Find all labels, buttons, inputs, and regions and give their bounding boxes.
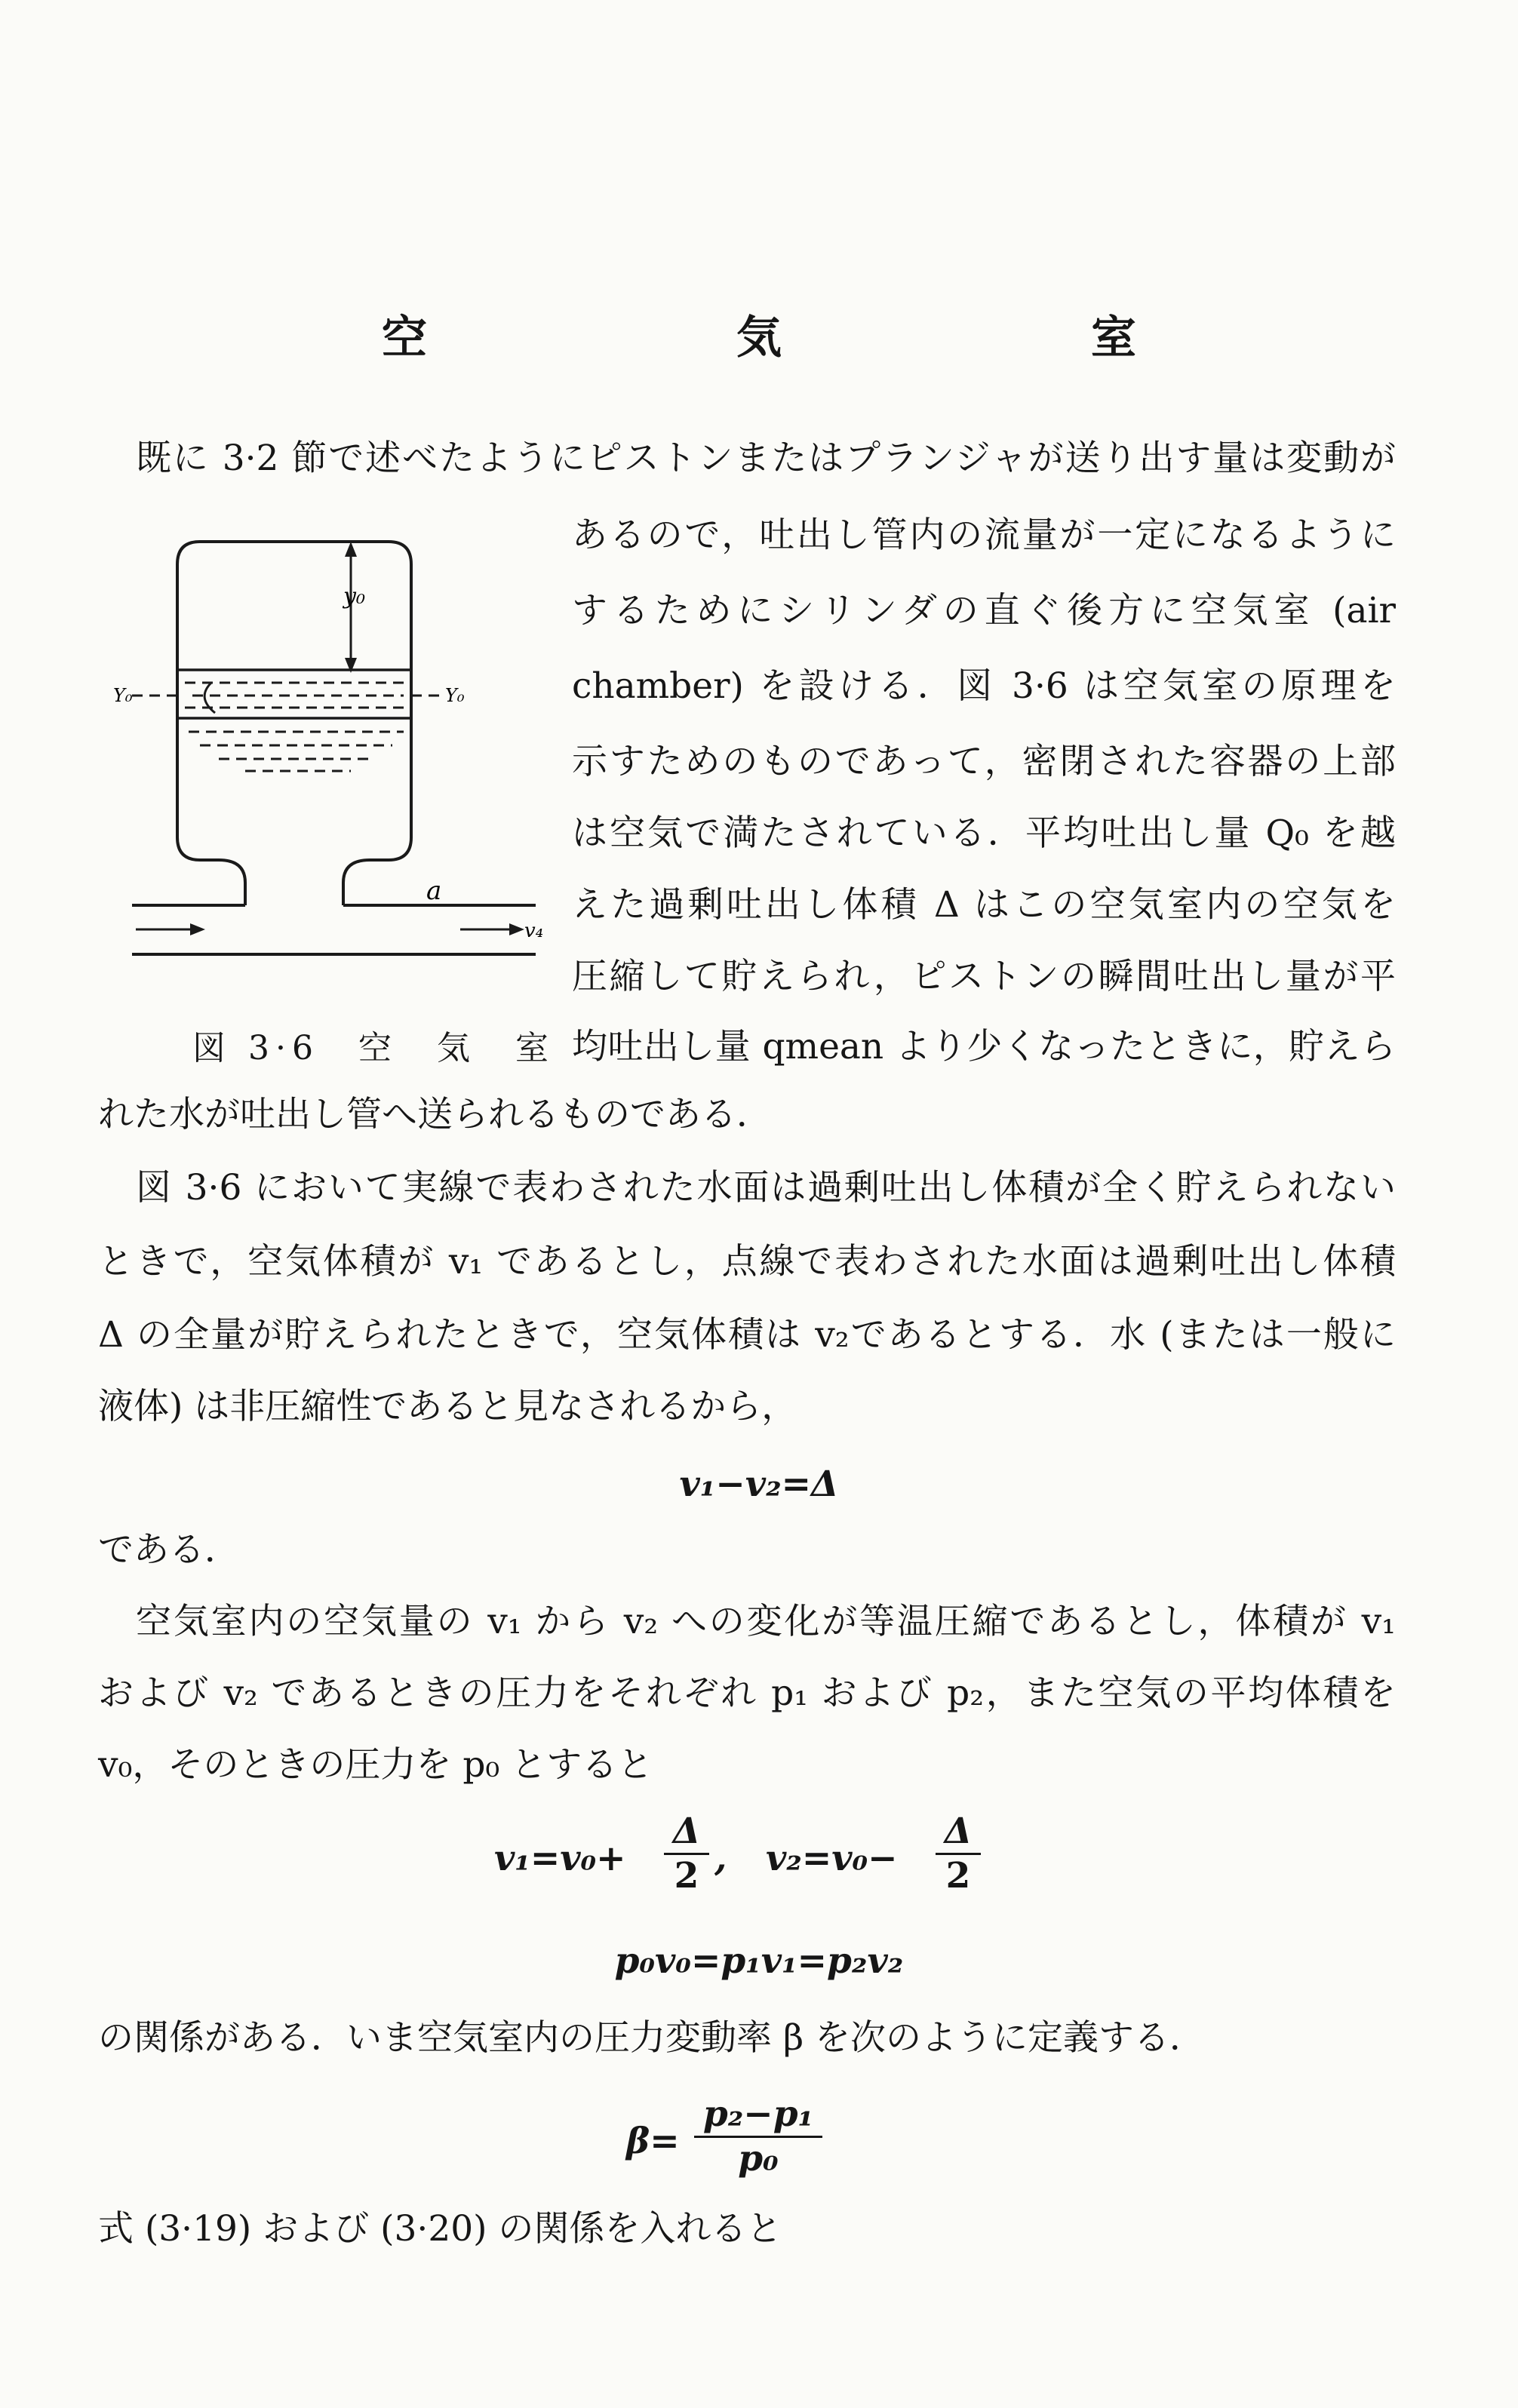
paragraph-2-line: 液体) は非圧縮性であると見なされるから， — [98, 1386, 797, 1427]
paragraph-4: の関係がある．いま空気室内の圧力変動率 β を次のように定義する． — [98, 2017, 1206, 2059]
equation-2-den-2: 2 — [945, 1855, 971, 1897]
equation-2-num-1: Δ — [672, 1811, 701, 1852]
paragraph-1-side-line: えた過剰吐出し体積 Δ はこの空気室内の空気を — [572, 884, 1396, 926]
paragraph-1-line-1: 既に 3·2 節で述べたようにピストンまたはプランジャが送り出す量は変動が — [136, 438, 1396, 479]
paragraph-1-side-line: 圧縮して貯えられ，ピストンの瞬間吐出し量が平 — [572, 956, 1396, 997]
paragraph-1-side-line: は空気で満たされている．平均吐出し量 Q₀ を越 — [572, 812, 1396, 854]
equation-2-num-2: Δ — [944, 1811, 973, 1852]
section-title: 空 気 室 — [382, 312, 1268, 364]
equation-4 — [626, 2093, 898, 2184]
equation-2 — [494, 1811, 1037, 1901]
paragraph-2-line: ときで，空気体積が v₁ であるとし，点線で表わされた水面は過剰吐出し体積 — [98, 1241, 1396, 1282]
equation-2-den-1: 2 — [674, 1855, 699, 1897]
equation-4-numerator: p₂−p₁ — [702, 2093, 814, 2135]
paragraph-1-side-line: するためにシリンダの直ぐ後方に空気室 (air — [572, 590, 1396, 631]
paragraph-1-side-line: chamber) を設ける．図 3·6 は空気室の原理を — [572, 665, 1396, 707]
equation-1: v₁−v₂=Δ — [679, 1464, 839, 1505]
equation-4-lhs: β= — [626, 2121, 680, 2162]
paragraph-3-line: 空気室内の空気量の v₁ から v₂ への変化が等温圧縮であるとし，体積が v₁ — [136, 1601, 1396, 1642]
equation-2-fraction-1 — [664, 1811, 709, 1897]
equation-2-separator: , — [714, 1838, 727, 1879]
v-out-label: v₄ — [524, 920, 544, 942]
Y0-left-label: Y₀ — [113, 685, 133, 706]
paragraph-1-last-line: れた水が吐出し管へ送られるものである． — [98, 1094, 772, 1135]
after-equation-1: である． — [98, 1529, 240, 1571]
paragraph-3-line: v₀，そのときの圧力を p₀ とすると — [98, 1744, 653, 1786]
paragraph-1-side-line: 示すためのものであって，密閉された容器の上部 — [572, 741, 1396, 782]
equation-2-fraction-2 — [936, 1811, 981, 1897]
paragraph-2-line: 図 3·6 において実線で表わされた水面は過剰吐出し体積が全く貯えられない — [136, 1167, 1396, 1209]
paragraph-5: 式 (3·19) および (3·20) の関係を入れると — [98, 2208, 782, 2250]
equation-4-denominator: p₀ — [738, 2138, 779, 2179]
y0-label: y₀ — [343, 583, 365, 610]
figure-caption: 図 3·6 空 気 室 — [192, 1029, 555, 1067]
paragraph-2-line: Δ の全量が貯えられたときで，空気体積は v₂であるとする．水 (または一般に — [98, 1314, 1396, 1356]
paragraph-1-side-line: 均吐出し量 qmean より少くなったときに，貯えら — [572, 1026, 1396, 1067]
air-chamber-figure — [113, 528, 551, 988]
paragraph-3-line: および v₂ であるときの圧力をそれぞれ p₁ および p₂，また空気の平均体積を — [98, 1672, 1396, 1714]
Y0-right-label: Y₀ — [445, 685, 465, 706]
equation-4-fraction — [694, 2093, 822, 2180]
equation-3: p₀v₀=p₁v₁=p₂v₂ — [614, 1940, 904, 1982]
equation-2-lhs-1: v₁=v₀+ — [494, 1838, 626, 1879]
equation-2-lhs-2: v₂=v₀− — [766, 1838, 898, 1879]
a-label: a — [426, 876, 442, 906]
paragraph-1-side-line: あるので，吐出し管内の流量が一定になるように — [572, 514, 1396, 556]
